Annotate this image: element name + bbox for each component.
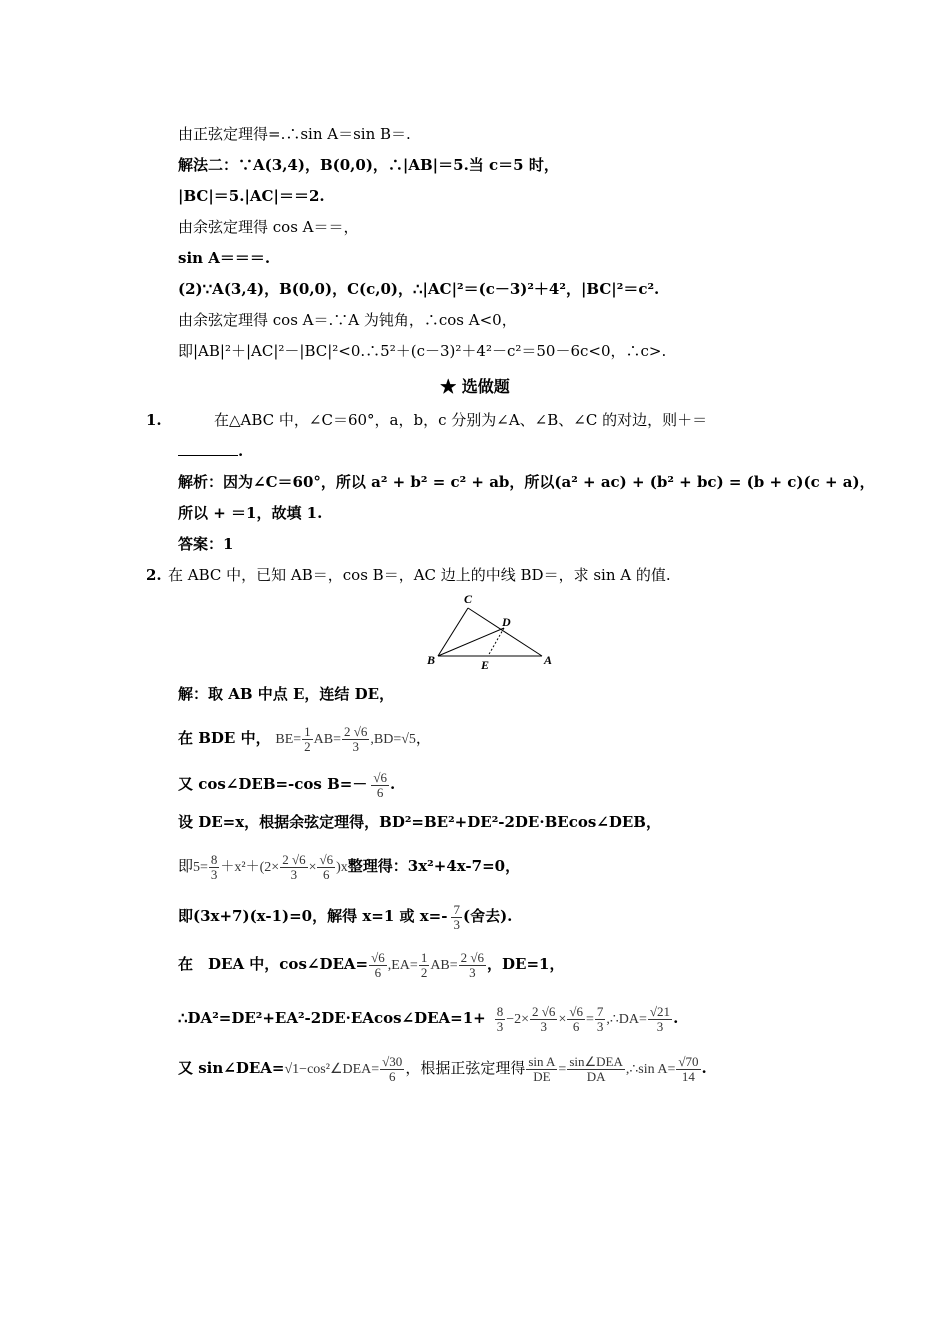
q2-sol-5: 即5= $\frac{8}{3}$ ＋x²＋(2× $\frac{2 √6}{3}$ × $\frac{√6}{6}$ )x整理得：3x²+4x-7=0， <box>178 851 521 882</box>
label-D: D <box>502 615 511 629</box>
q2-sol-3: 又 cos∠DEB=-cos B=－ $\frac{√6}{6}$ . <box>178 769 396 800</box>
line-8: 即|AB|²＋|AC|²－|BC|²<0.∴5²＋(c－3)²＋4²－c²＝50－6c<0，∴c>. <box>178 342 667 360</box>
section-heading: ★ 选做题 <box>440 377 510 396</box>
line-4: 由余弦定理得 cos A＝＝， <box>178 218 359 236</box>
q1-answer: 答案：1 <box>178 535 234 553</box>
label-A: A <box>544 653 553 667</box>
label-C: C <box>464 592 473 606</box>
q2-number: 2. <box>146 566 162 584</box>
q1-analysis: 解析：因为∠C＝60°，所以 a² + b² = c² + ab，所以(a² + ac) + (b² + bc) = (b + c)(c + a)， <box>178 473 875 491</box>
q2-sol-9: 又 sin∠DEA=√1−cos²∠DEA= $\frac{√30}{6}$ ，根据正弦定理得 $\frac{\text{sin A}}{DE}$ = $\frac{\text{sin∠DEA}}{DA}$ ,∴sin A= $\frac{√70}{14}$ . <box>178 1053 707 1084</box>
q2-sol-2: 在 BDE 中， BE= $\frac{1}{2}$ AB= $\frac{2 √6}{3}$ ,BD=√5， <box>178 723 431 754</box>
q1-blank-line: . <box>178 441 243 461</box>
answer-blank <box>178 441 238 456</box>
label-B: B <box>427 653 436 667</box>
triangle-figure <box>424 592 564 674</box>
q1-number: 1. <box>146 411 162 429</box>
q1-analysis-2: 所以 + ＝1，故填 1. <box>178 504 323 522</box>
q2-sol-4: 设 DE=x，根据余弦定理得，BD²=BE²+DE²-2DE·BEcos∠DEB， <box>178 813 661 831</box>
q2-sol-7: 在 DEA 中，cos∠DEA= $\frac{√6}{6}$ ,EA= $\frac{1}{2}$ AB= $\frac{2 √6}{3}$ ，DE=1， <box>178 949 565 980</box>
q2-text: 在 ABC 中，已知 AB＝，cos B＝，AC 边上的中线 BD＝，求 sin A 的值. <box>168 566 671 584</box>
line-2: 解法二：∵A(3,4)，B(0,0)，∴|AB|＝5.当 c＝5 时， <box>178 156 559 174</box>
line-6: (2)∵A(3,4)，B(0,0)，C(c,0)，∴|AC|²＝(c－3)²＋4²，|BC|²＝c². <box>178 280 660 298</box>
q2-sol-8: ∴DA²=DE²+EA²-2DE·EAcos∠DEA=1+ $\frac{8}{3}$ −2× $\frac{2 √6}{3}$ × $\frac{√6}{6}$ = $\frac{7}{3}$ ,∴DA= $\frac{√21}{3}$ . <box>178 1003 679 1034</box>
label-E: E <box>481 658 490 672</box>
q2-sol-6: 即(3x+7)(x-1)=0，解得 x=1 或 x=- $\frac{7}{3}$ (舍去). <box>178 901 513 932</box>
line-1: 由正弦定理得=.∴sin A＝sin B＝. <box>178 125 411 143</box>
line-7: 由余弦定理得 cos A＝.∵A 为钝角，∴cos A<0， <box>178 311 517 329</box>
line-3: |BC|＝5.|AC|＝＝2. <box>178 187 325 205</box>
q1-text: 在△ABC 中，∠C＝60°，a，b，c 分别为∠A、∠B、∠C 的对边，则＋＝ <box>214 411 708 429</box>
line-5: sin A＝＝＝. <box>178 249 271 267</box>
q2-sol-1: 解：取 AB 中点 E，连结 DE， <box>178 685 395 703</box>
